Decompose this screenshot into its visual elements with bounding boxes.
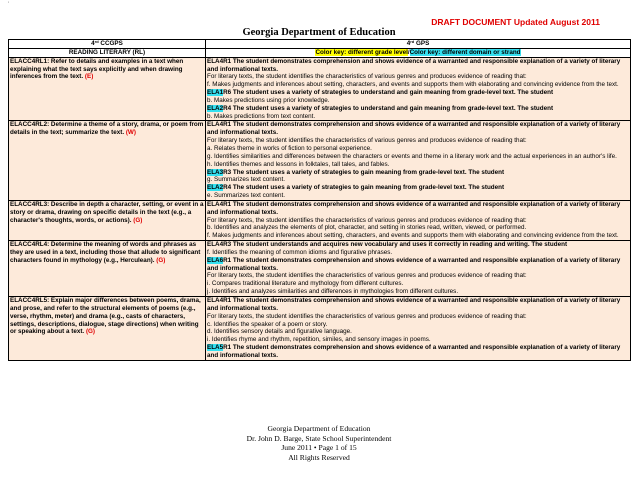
gps-line: ELA6R1 The student demonstrates comprehension and shows evidence of a warranted and responsible explanation of a variety of literary and informational texts. bbox=[207, 256, 621, 272]
gps-line: h. Identifies themes and lessons in folktales, tall tales, and fables. bbox=[207, 160, 390, 168]
gps-line: ELA4R1 The student demonstrates comprehension and shows evidence of a warranted and responsible explanation of a variety of literary and informational texts. bbox=[207, 297, 621, 312]
gps-line: f. Makes judgments and inferences about setting, characters, and events and supports them with elaborating and convincing evidence from the text. bbox=[207, 232, 619, 240]
page-title: Georgia Department of Education bbox=[242, 27, 396, 38]
gps-line: For literary texts, the student identifies the characteristics of various genres and produces evidence of reading that: bbox=[207, 137, 527, 145]
highlighted-code: ELA5 bbox=[207, 344, 224, 352]
standard-code: (G) bbox=[133, 216, 143, 224]
highlighted-code: ELA3 bbox=[207, 168, 224, 176]
ccgps-standard-text: ELACC4RL2: Determine a theme of a story, drama, or poem from details in the text; summarize the text. bbox=[10, 121, 204, 137]
ccgps-standard-text: ELACC4RL4: Determine the meaning of words and phrases as they are used in a text, including those that allude to significant characters found in mythology (e.g., Herculean). bbox=[10, 241, 201, 264]
gps-line: g. Identifies similarities and differences between the characters or events and theme in a literary work and the actual experiences in an author's life. bbox=[207, 152, 617, 160]
ccgps-standard-text: ELACC4RL3: Describe in depth a character, setting, or event in a story or drama, drawing on specific details in the text (e.g., a character's thoughts, words, or actions). bbox=[10, 200, 204, 224]
highlighted-code: ELA1 bbox=[207, 89, 224, 97]
gps-line: ELA4R1 The student demonstrates comprehension and shows evidence of a warranted and responsible explanation of a variety of literary and informational texts. bbox=[207, 57, 621, 73]
gps-line: c. Identifies the speaker of a poem or story. bbox=[207, 320, 328, 328]
gps-line: ELA5R1 The student demonstrates comprehension and shows evidence of a warranted and responsible explanation of a variety of literary and informational texts. bbox=[207, 344, 621, 359]
gps-standards bbox=[206, 297, 631, 361]
highlighted-code: ELA6 bbox=[207, 256, 224, 264]
reading-literary-header: READING LITERARY (RL) bbox=[9, 48, 206, 57]
standard-row bbox=[9, 121, 631, 200]
gps-line: a. Relates theme in works of fiction to personal experience. bbox=[207, 144, 372, 152]
color-key: Color key: different grade level/Color key: different domain or strand bbox=[206, 48, 631, 57]
gps-line: For literary texts, the student identifies the characteristics of various genres and produces evidence of reading that: bbox=[207, 272, 527, 280]
gps-line: b. Makes predictions from text content. bbox=[207, 112, 316, 120]
gps-line: i. Compares traditional literature and mythology from different cultures. bbox=[207, 280, 404, 288]
gps-line: ELA1R6 The student uses a variety of strategies to understand and gain meaning from grade-level text. The student bbox=[207, 89, 554, 97]
draft-notice: DRAFT DOCUMENT Updated August 2011 bbox=[431, 17, 600, 27]
footer-superintendent: Dr. John D. Barge, State School Superintendent bbox=[246, 433, 392, 443]
standard-row bbox=[9, 57, 631, 121]
gps-line: f. Identifies the meaning of common idioms and figurative phrases. bbox=[207, 248, 393, 256]
page-mark: ' bbox=[8, 2, 10, 8]
gps-line: For literary texts, the student identifies the characteristics of various genres and produces evidence of reading that: bbox=[207, 312, 527, 320]
footer-rights: All Rights Reserved bbox=[288, 452, 350, 462]
gps-line: b. Makes predictions using prior knowledge. bbox=[207, 96, 330, 104]
gps-line: ELA2R4 The student uses a variety of strategies to understand and gain meaning from grade-level text. The student bbox=[207, 104, 554, 112]
gps-header: 4rd GPS bbox=[206, 40, 631, 49]
footer-org: Georgia Department of Education bbox=[267, 424, 371, 433]
highlighted-code: ELA2 bbox=[207, 184, 224, 192]
gps-line: ELA4R1 The student demonstrates comprehension and shows evidence of a warranted and responsible explanation of a variety of literary and informational texts. bbox=[207, 121, 621, 137]
ccgps-standard-text: ELACC4RL1: Refer to details and examples in a text when explaining what the text says explicitly and when drawing inferences from the text. bbox=[10, 57, 184, 81]
gps-line: i. Identifies rhyme and rhythm, repetition, similes, and sensory images in poems. bbox=[207, 336, 431, 344]
ccgps-standard bbox=[9, 121, 206, 200]
gps-standards bbox=[206, 200, 631, 240]
gps-line: j. Identifies and analyzes similarities and differences in mythologies from different cultures. bbox=[207, 288, 459, 296]
highlighted-code: ELA2 bbox=[207, 104, 224, 112]
gps-line: For literary texts, the student identifies the characteristics of various genres and produces evidence of reading that: bbox=[207, 73, 527, 81]
ccgps-header: 4rd CCGPS bbox=[9, 40, 206, 49]
standard-code: (E) bbox=[84, 73, 94, 81]
standard-code: (W) bbox=[125, 129, 136, 137]
standard-row bbox=[9, 297, 631, 361]
ccgps-standard-text: ELACC4RL5: Explain major differences between poems, drama, and prose, and refer to the structural elements of poems (e.g., verse, rhythm, meter) and drama (e.g., casts of characters, settings, descriptions, dialogue, stage directions) when writing or speaking about a text. bbox=[10, 297, 201, 336]
gps-standards bbox=[206, 121, 631, 200]
standard-row bbox=[9, 241, 631, 297]
gps-standards bbox=[206, 241, 631, 297]
color-key-domain: Color key: different domain or strand bbox=[409, 48, 521, 56]
gps-line: ELA4R3 The student understands and acquires new vocabulary and uses it correctly in reading and writing. The student bbox=[207, 241, 568, 249]
strand-header-row bbox=[9, 48, 631, 57]
ccgps-standard bbox=[9, 297, 206, 361]
gps-line: g. Summarizes text content. bbox=[207, 176, 286, 184]
grade-header-row bbox=[9, 40, 631, 49]
standard-row bbox=[9, 200, 631, 240]
standard-code: (G) bbox=[156, 256, 166, 264]
gps-line: f. Makes judgments and inferences about setting, characters, and events and supports them with elaborating and convincing evidence from the text. bbox=[207, 81, 619, 89]
page-footer bbox=[0, 424, 638, 462]
gps-line: b. Identifies and analyzes the elements of plot, character, and setting in stories read, written, viewed, or performed. bbox=[207, 224, 527, 232]
color-key-grade: Color key: different grade level bbox=[315, 48, 408, 56]
gps-line: ELA2R4 The student uses a variety of strategies to gain meaning from grade-level text. The student bbox=[207, 184, 505, 192]
standards-table bbox=[8, 39, 631, 361]
gps-line: d. Identifies sensory details and figurative language. bbox=[207, 328, 352, 336]
ccgps-standard bbox=[9, 241, 206, 297]
standard-code: (G) bbox=[85, 328, 96, 336]
gps-line: For literary texts, the student identifies the characteristics of various genres and produces evidence of reading that: bbox=[207, 216, 527, 224]
standards-rows bbox=[9, 57, 631, 360]
ccgps-standard bbox=[9, 200, 206, 240]
gps-standards bbox=[206, 57, 631, 121]
gps-line: e. Summarizes text content. bbox=[207, 192, 286, 200]
gps-line: ELA3R3 The student uses a variety of strategies to gain meaning from grade-level text. The student bbox=[207, 168, 505, 176]
gps-line: ELA4R1 The student demonstrates comprehension and shows evidence of a warranted and responsible explanation of a variety of literary and informational texts. bbox=[207, 200, 621, 216]
ccgps-standard bbox=[9, 57, 206, 121]
footer-page: June 2011 • Page 1 of 15 bbox=[281, 443, 357, 453]
